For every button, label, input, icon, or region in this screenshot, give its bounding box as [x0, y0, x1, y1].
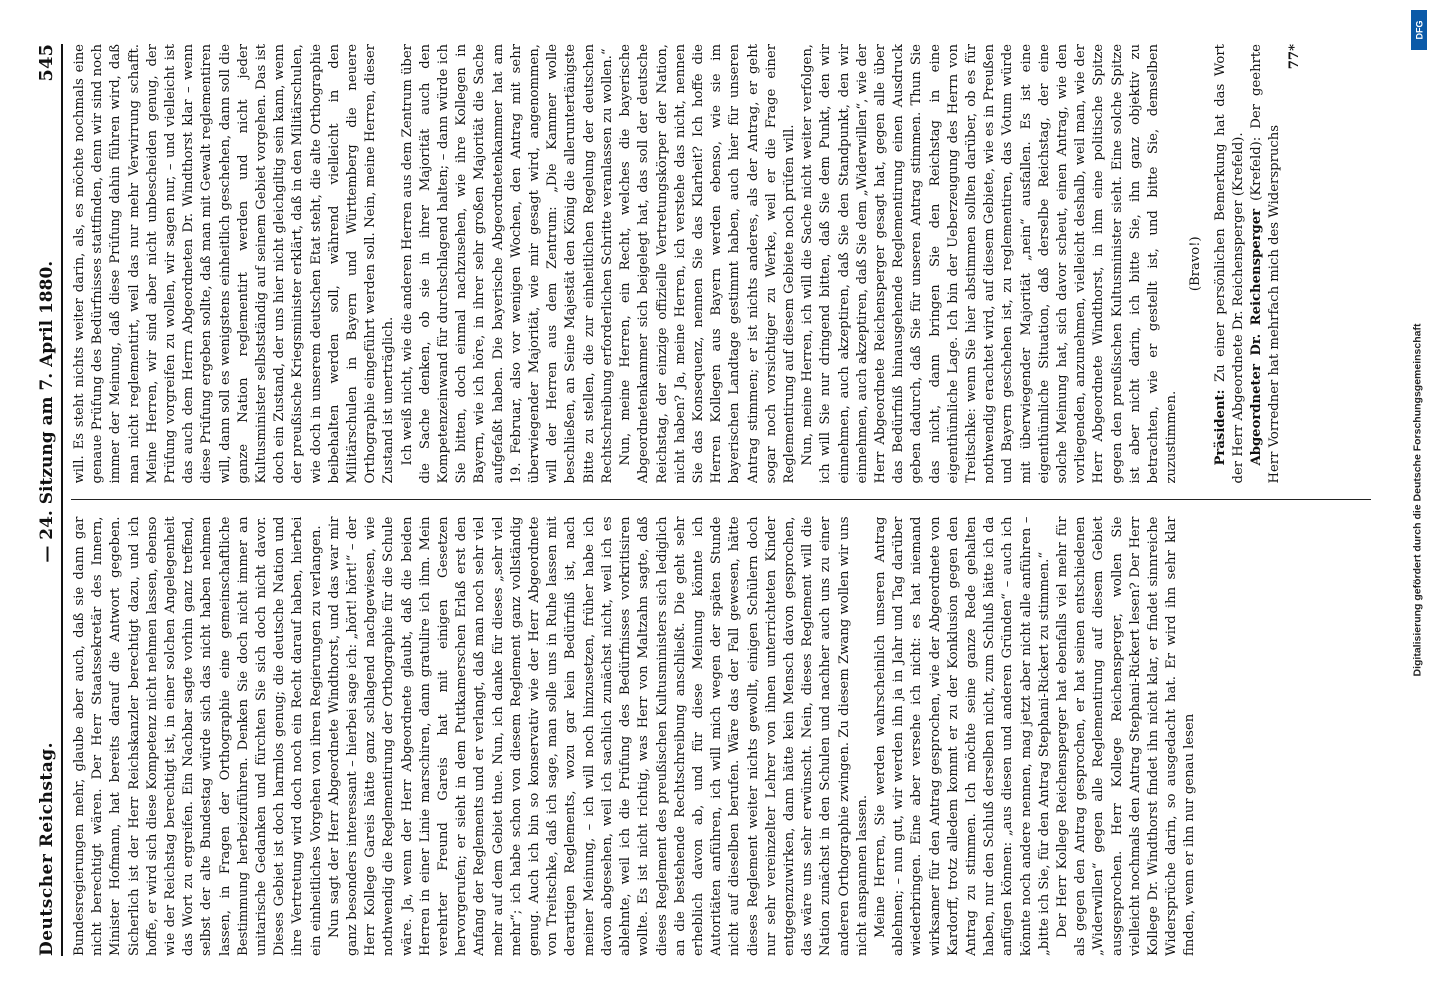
- header-title: Deutscher Reichstag.: [37, 741, 57, 956]
- dfg-logo: DFG: [1411, 10, 1427, 50]
- speaker-label: Präsident:: [1212, 389, 1228, 466]
- speech-text: Zu einer persönlichen Bemerkung hat das Wort der Herr Abgeordnete Dr. Reichensperger (Krefeld).: [1212, 44, 1246, 484]
- paragraph: Meine Herren, Sie werden wahrscheinlich unseren Antrag ablehnen; – nun gut, wir werden ihn ja in Jahr und Tag darüber wiederbringen. Eine aber versehe ich nicht: es hat niemand wirksamer für den Antrag gesprochen, wie der Abgeordnete von Kardorff, trotz alledem kommt er zu der Konklusion gegen den Antrag zu stimmen. Ich möchte seine ganze Rede gehalten haben, nur den Schluß derselben nicht, zum Schluß hätte ich da anfügen können: „aus diesen und anderen Gründen“ – auch ich könnte noch andere nennen, mag jetzt aber nicht alle anführen – „bitte ich Sie, für den Antrag Stephani-Rickert zu stimmen.“: [872, 516, 1052, 956]
- paragraph: Nun, meine Herren, ich will die Sache nicht weiter verfolgen, ich will Sie nur dringend bitten, daß Sie dem Punkt, den wir einnehmen, auch akzeptiren, daß Sie den Standpunkt, den wir einnehmen, auch akzeptiren, daß Sie dem „Widerwillen“, wie der Herr Abgeordnete Reichensperger gesagt hat, gegen alle über das Bedürfniß hinausgehende Reglementirung einen Ausdruck geben dadurch, daß Sie für unseren Antrag stimmen. Thun Sie das nicht, dann bringen Sie den Reichstag in eine eigenthümliche Lage. Ich bin der Ueberzeugung des Herrn von Treitschke: wenn Sie hier abstimmen sollten darüber, ob es für nothwendig erachtet wird, auf diesem Gebiete, wie es in Preußen und Bayern geschehen ist, zu reglementiren, das Votum würde mit überwiegender Majorität „nein“ ausfallen. Es ist eine eigenthümliche Situation, daß derselbe Reichstag, der eine solche Meinung hat, sich davor scheut, einen Antrag, wie den vorliegenden, anzunehmen, vielleicht deshalb, weil man, wie der Herr Abgeordnete Windthorst, in ihm eine politische Spitze gegen den preußischen Kultusminister sieht. Eine solche Spitze ist aber nicht darin, ich bitte Sie, ihn ganz objektiv zu betrachten, wie er gestellt ist, und bitte Sie, demselben zuzustimmen.: [800, 44, 1180, 484]
- header-session: — 24. Sitzung am 7. April 1880.: [37, 260, 57, 563]
- paragraph: Der Herr Kollege Reichensperger hat ebenfalls viel mehr für als gegen den Antrag gesprochen, er hat seinen entschiedenen „Widerwillen“ gegen alle Reglementirung auf diesem Gebiet ausgesprochen. Herr Kollege Reichensperger, wollen Sie vielleicht nochmals den Antrag Stephani-Rickert lesen? Der Herr Kollege Dr. Windthorst findet ihn nicht klar, er findet sinnreiche Widersprüche darin, so ausgedacht hat. Er wird ihn sehr klar finden, wenn er ihn nur genau lesen: [1054, 516, 1198, 956]
- rotated-page: [26, 30, 1406, 970]
- speaker-paragraph: [1248, 44, 1284, 484]
- president-paragraph: [1212, 44, 1248, 484]
- paragraph: Nun sagt der Herr Abgeordnete Windthorst, und das war mir ganz besonders interessant – hierbei sage ich: „hört! hört!“ – der Herr Kollege Gareis hätte ganz schlagend nachgewiesen, wie nothwendig die Reglementirung der Orthographie für die Schule wäre. Ja, wenn der Herr Abgeordnete glaubt, daß die beiden Herren in einer Linie marschiren, dann gratulire ich ihm. Mein verehrter Freund Gareis hat mit einigen Gesetzen hervorgerufen; er sieht in dem Puttkamerschen Erlaß erst den Anfang der Reglements und er verlangt, daß man noch sehr viel mehr auf dem Gebiet thue. Nun, ich danke für dieses „sehr viel mehr“; ich habe schon von diesem Reglement ganz vollständig genug. Auch ich bin so konservativ wie der Herr Abgeordnete von Treitschke, daß ich sage, man solle uns in Ruhe lassen mit derartigen Reglements, wozu gar kein Bedürfniß ist, nach meiner Meinung, – ich will noch hinzusetzen, früher habe ich davon abgesehen, weil ich sachlich zunächst nicht, weil ich es ablehnte, weil ich die Prüfung des Bedürfnisses vorkritisiren wollte. Es ist nicht richtig, was Herr von Maltzahn sagte, daß dieses Reglement des preußischen Kultusministers sich lediglich an die bestehende Rechtschreibung anschließt. Die geht sehr erheblich davon ab, und für diese Meinung könnte ich Autoritäten anführen, ich will mich wegen der späten Stunde nicht auf dieselben berufen. Wäre das der Fall gewesen, hätte dieses Reglement weiter nichts gewollt, einigen Schülern doch nur sehr vereinzelter Lehrer von ihnen unterrichteten Kinder entgegenzuwirken, dann hätte kein Mensch davon gesprochen, das wäre uns sehr erwünscht. Nein, dieses Reglement will die Nation zunächst in den Schulen und nachher auch uns zu einer anderen Orthographie zwingen. Zu diesem Zwang wollen wir uns nicht anspannen lassen.: [326, 516, 870, 956]
- paragraph: will. Es steht nichts weiter darin, als, es möchte nochmals eine genaue Prüfung des Bedürfnisses stattfinden, denn wir sind noch immer der Meinung, daß diese Prüfung dahin führen wird, daß man nicht reglementirt, weil das nur mehr Verwirrung schafft. Meine Herren, wir sind aber nicht unbescheiden genug, der Prüfung vorgreifen zu wollen, wir sagen nur, – und vielleicht ist das auch dem Herrn Abgeordneten Dr. Windthorst klar – wenn diese Prüfung ergeben sollte, daß man mit Gewalt reglementiren will, dann soll es wenigstens einheitlich geschehen, dann soll die ganze Nation reglementirt werden und nicht jeder Kultusminister selbstständig auf seinem Gebiet vorgehen. Das ist doch ein Zustand, der uns hier nicht gleichgiltig sein kann, wenn der preußische Kriegsminister erklärt, daß in den Militärschulen, wie doch in unserem deutschen Etat steht, die alte Orthographie beibehalten werden soll, während vielleicht in den Militärschulen in Bayern und Württemberg die neuere Orthographie eingeführt werden soll. Nein, meine Herren, dieser Zustand ist unerträglich.: [72, 44, 397, 484]
- column-left: [71, 517, 1371, 957]
- applause-note: (Bravo!): [1188, 236, 1204, 292]
- speech-text: (Krefeld): Der geehrte Herr Vorredner hat mehrfach mich des Widerspruchs: [1249, 44, 1283, 484]
- speaker-label: Abgeordneter Dr. Reichensperger: [1249, 208, 1264, 466]
- column-right: [71, 44, 1371, 484]
- paragraph: Nun, meine Herren, ein Recht, welches die bayerische Abgeordnetenkammer sich beigelegt hat, das soll der deutsche Reichstag, der einzige offizielle Vertretungskörper der Nation, nicht haben? Ja, meine Herren, ich verstehe das nicht, nennen Sie das Konsequenz, nennen Sie das Klarheit? Ich hoffe die Herren Kollegen aus Bayern werden ebenso, wie sie im bayerischen Landtage gestimmt haben, auch hier für unseren Antrag stimmen; er ist nichts anderes, als der Antrag, er geht sogar noch vorsichtiger zu Werke, weil er die Frage einer Reglementirung auf diesem Gebiete noch prüfen will.: [618, 44, 797, 484]
- page-content: [26, 30, 1406, 970]
- paragraph: Ich weiß nicht, wie die anderen Herren aus dem Zentrum über die Sache denken, ob sie in ihrer Majorität auch den Kompetenzeinwand für durchschlagend halten; – dann würde ich Sie bitten, doch einmal nachzusehen, wie ihre Kollegen in Bayern, wie ich höre, in ihrer sehr großen Majorität die Sache aufgefaßt haben. Die bayerische Abgeordnetenkammer hat am 19. Februar, also vor wenigen Wochen, den Antrag mit sehr überwiegender Majorität, wie mir gesagt wird, angenommen, will der Herren aus dem Zentrum: „Die Kammer wolle beschließen, an Seine Majestät den König die alleruntertänigste Bitte zu stellen, die zur einheitlichen Regelung der deutschen Rechtschreibung erforderlichen Schritte veranlassen zu wollen.“: [399, 44, 615, 484]
- page-header: [36, 44, 63, 956]
- page-number: 545: [36, 44, 57, 82]
- signature-mark: 77*: [1287, 44, 1303, 70]
- digitization-note: [1406, 0, 1428, 1000]
- text-columns: [71, 44, 1371, 956]
- digitization-note-text: Digitalisierung gefördert durch die Deutsche Forschungsgemeinschaft: [1411, 323, 1424, 677]
- paragraph: Bundesregierungen mehr, glaube aber auch, daß sie dann gar nicht berechtigt wären. Der Herr Staatssekretär des Innern, Minister Hofmann, hat bereits darauf die Antwort gegeben. Sicherlich ist der Herr Reichskanzler berechtigt dazu, und ich hoffe, er wird sich diese Kompetenz nicht nehmen lassen, ebenso wie der Reichstag berechtigt ist, in einer solchen Angelegenheit das Wort zu ergreifen. Ein Nachbar sagte vorhin ganz treffend, selbst der alte Bundestag würde sich das nicht haben nehmen lassen, in Fragen der Orthographie eine gemeinschaftliche Bestimmung herbeizuführen. Denken Sie doch nicht immer an unitarische Gedanken und fürchten Sie sich doch nicht davor. Dieses Gebiet ist doch harmlos genug; die deutsche Nation und ihre Vertretung wird doch noch ein Recht darauf haben, hierbei ein einheitliches Vorgehen von ihren Regierungen zu verlangen.: [72, 516, 324, 956]
- column-divider: [71, 500, 1371, 501]
